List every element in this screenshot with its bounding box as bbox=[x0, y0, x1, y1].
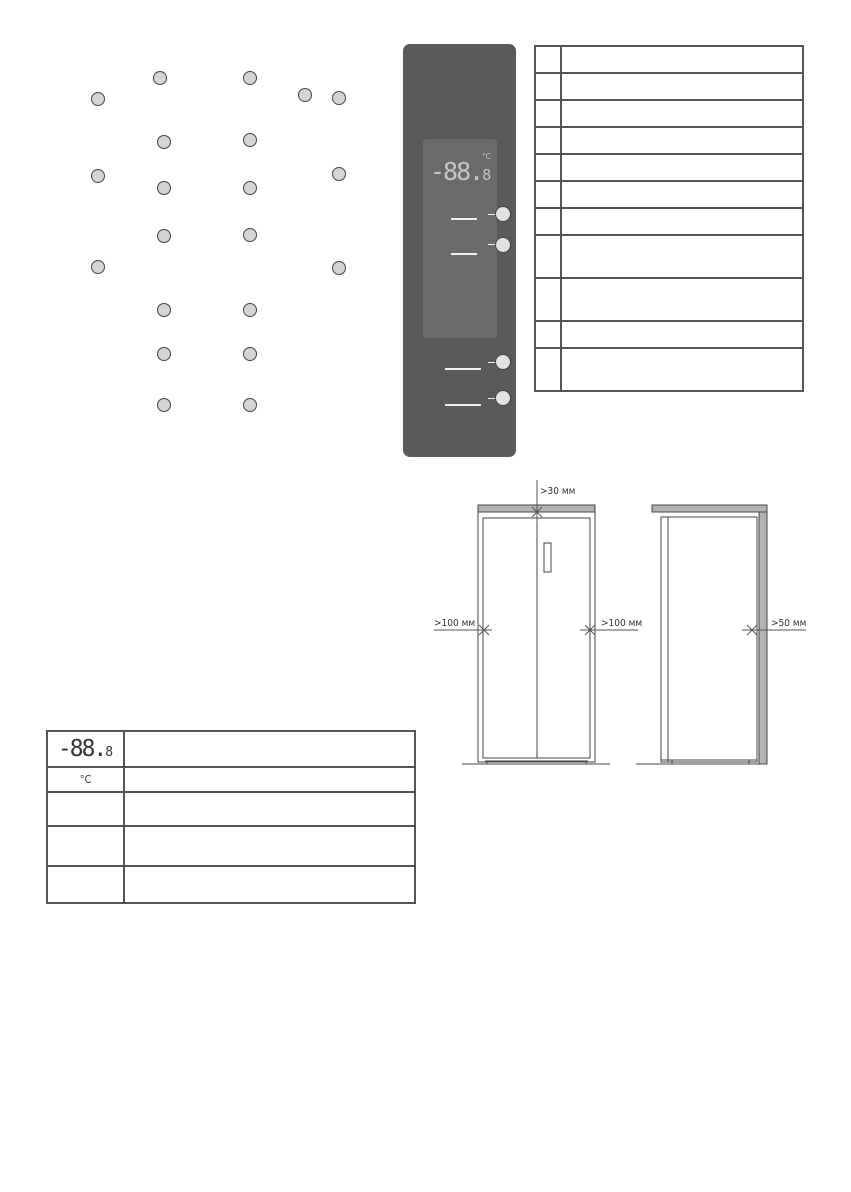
row-icon bbox=[47, 792, 124, 826]
row-number bbox=[535, 348, 561, 391]
callout-marker bbox=[91, 169, 105, 183]
control-panel bbox=[403, 44, 516, 457]
table-row bbox=[535, 321, 803, 348]
row-description bbox=[124, 731, 415, 767]
table-row bbox=[535, 235, 803, 278]
row-number bbox=[535, 208, 561, 235]
callout-marker bbox=[91, 260, 105, 274]
celsius-icon: °C bbox=[47, 767, 124, 792]
row-icon bbox=[47, 826, 124, 866]
row-number bbox=[535, 278, 561, 321]
panel-button-bar bbox=[445, 368, 481, 370]
row-text bbox=[561, 127, 803, 154]
callout-marker bbox=[495, 390, 511, 406]
row-text bbox=[561, 46, 803, 73]
table-row bbox=[535, 100, 803, 127]
row-text bbox=[561, 73, 803, 100]
callout-marker bbox=[243, 228, 257, 242]
display-indicator-table bbox=[46, 730, 416, 904]
row-description bbox=[124, 866, 415, 903]
callout-marker bbox=[332, 261, 346, 275]
row-text bbox=[561, 348, 803, 391]
table-row bbox=[535, 348, 803, 391]
row-text bbox=[561, 100, 803, 127]
row-text bbox=[561, 181, 803, 208]
table-row bbox=[47, 866, 415, 903]
callout-marker bbox=[157, 229, 171, 243]
callout-marker bbox=[91, 92, 105, 106]
row-text bbox=[561, 278, 803, 321]
row-number bbox=[535, 73, 561, 100]
row-number bbox=[535, 46, 561, 73]
display-bar bbox=[451, 253, 477, 255]
callout-marker bbox=[243, 133, 257, 147]
table-row bbox=[47, 792, 415, 826]
row-text bbox=[561, 208, 803, 235]
callout-marker bbox=[157, 398, 171, 412]
callout-marker bbox=[332, 167, 346, 181]
callout-marker bbox=[243, 181, 257, 195]
panel-button-bar bbox=[445, 404, 481, 406]
callout-marker bbox=[157, 303, 171, 317]
callout-marker bbox=[243, 347, 257, 361]
table-row bbox=[535, 208, 803, 235]
callout-marker bbox=[157, 347, 171, 361]
display-unit: °C bbox=[482, 152, 491, 161]
top-gap-label: >30 мм bbox=[540, 486, 576, 497]
table-row bbox=[47, 767, 415, 792]
callout-marker bbox=[495, 354, 511, 370]
ceiling-cabinet bbox=[652, 505, 767, 512]
left-gap-label: >100 мм bbox=[434, 618, 476, 629]
row-text bbox=[561, 235, 803, 278]
row-description bbox=[124, 826, 415, 866]
row-description bbox=[124, 767, 415, 792]
row-number bbox=[535, 181, 561, 208]
callout-marker bbox=[495, 237, 511, 253]
callout-marker bbox=[243, 71, 257, 85]
back-gap-label: >50 мм bbox=[771, 618, 807, 629]
table-row bbox=[535, 181, 803, 208]
row-description bbox=[124, 792, 415, 826]
table-row bbox=[47, 731, 415, 767]
row-number bbox=[535, 154, 561, 181]
row-text bbox=[561, 321, 803, 348]
display-readout: -88.8 bbox=[430, 157, 492, 186]
callout-marker bbox=[157, 135, 171, 149]
table-row bbox=[535, 127, 803, 154]
door-handle bbox=[544, 543, 551, 572]
display-readout-icon: -88.8 bbox=[47, 731, 124, 767]
callout-marker bbox=[243, 398, 257, 412]
callout-marker bbox=[495, 206, 511, 222]
row-text bbox=[561, 154, 803, 181]
side-view bbox=[636, 505, 806, 764]
table-row bbox=[47, 826, 415, 866]
table-row bbox=[535, 73, 803, 100]
clearance-diagram bbox=[430, 480, 810, 780]
callout-marker bbox=[153, 71, 167, 85]
legend-table bbox=[534, 45, 804, 392]
row-number bbox=[535, 321, 561, 348]
row-icon bbox=[47, 866, 124, 903]
callout-marker bbox=[298, 88, 312, 102]
row-number bbox=[535, 100, 561, 127]
callout-marker bbox=[332, 91, 346, 105]
callout-marker bbox=[243, 303, 257, 317]
row-number bbox=[535, 127, 561, 154]
display-bar bbox=[451, 218, 477, 220]
table-row bbox=[535, 46, 803, 73]
table-row bbox=[535, 278, 803, 321]
back-wall bbox=[759, 512, 767, 764]
right-gap-label: >100 мм bbox=[601, 618, 643, 629]
fridge-body-side bbox=[661, 517, 757, 762]
panel-display bbox=[423, 139, 497, 338]
row-number bbox=[535, 235, 561, 278]
table-row bbox=[535, 154, 803, 181]
callout-marker bbox=[157, 181, 171, 195]
